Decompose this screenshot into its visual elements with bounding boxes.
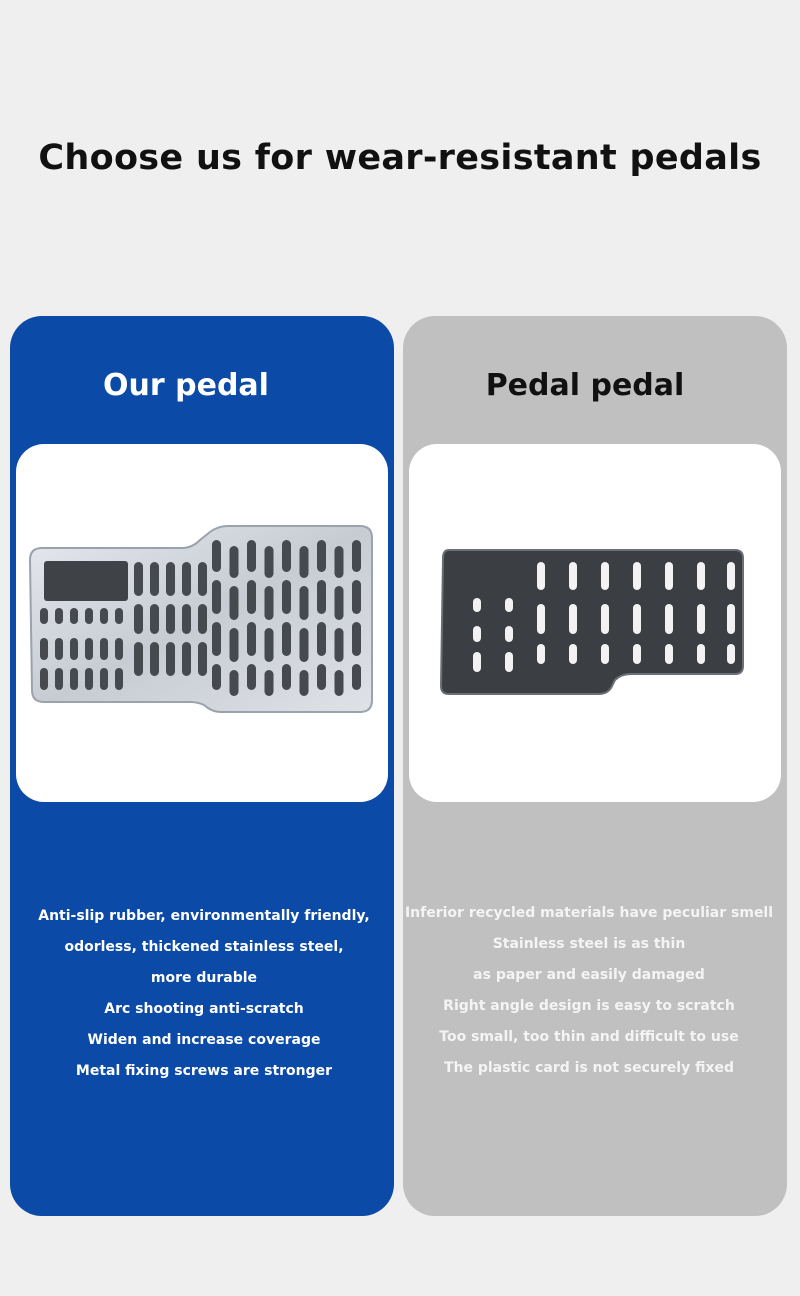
- pedal-slot: [665, 562, 673, 590]
- silver-pedal-image: [16, 444, 388, 802]
- pedal-slot: [100, 638, 108, 660]
- pedal-slot: [40, 608, 48, 624]
- pedal-slot: [40, 638, 48, 660]
- pedal-slot: [537, 644, 545, 664]
- pedal-slot: [300, 628, 309, 662]
- feature-item: more durable: [150, 970, 258, 986]
- pedal-slot: [166, 562, 175, 596]
- pedal-slot: [505, 598, 513, 612]
- pedal-slot: [317, 664, 326, 690]
- pedal-slot: [727, 644, 735, 664]
- pedal-slot: [265, 546, 274, 578]
- pedal-slot: [697, 604, 705, 634]
- our-pedal-photo: [16, 444, 388, 802]
- pedal-slot: [601, 644, 609, 664]
- feature-item: odorless, thickened stainless steel,: [64, 939, 344, 955]
- pedal-slot: [182, 642, 191, 676]
- pedal-slot: [505, 626, 513, 642]
- pedal-slot: [150, 562, 159, 596]
- pedal-slot: [335, 628, 344, 662]
- pedal-slot: [505, 652, 513, 672]
- pedal-slot: [230, 670, 239, 696]
- pedal-slot: [182, 562, 191, 596]
- pedal-slot: [198, 562, 207, 596]
- pedal-slot: [182, 604, 191, 634]
- pedal-slot: [352, 622, 361, 656]
- pedal-slot: [665, 604, 673, 634]
- pedal-slot: [300, 670, 309, 696]
- pedal-slot: [166, 604, 175, 634]
- pedal-slot: [212, 580, 221, 614]
- feature-item: Widen and increase coverage: [87, 1032, 321, 1048]
- pedal-slot: [70, 638, 78, 660]
- feature-item: Anti-slip rubber, environmentally friendly,: [38, 908, 370, 924]
- pedal-slot: [473, 626, 481, 642]
- pedal-slot: [335, 546, 344, 578]
- pedal-slot: [727, 604, 735, 634]
- pedal-slot: [352, 664, 361, 690]
- pedal-slot: [282, 664, 291, 690]
- pedal-slot: [633, 644, 641, 664]
- pedal-slot: [150, 604, 159, 634]
- pedal-slot: [85, 668, 93, 690]
- pedal-slot: [230, 628, 239, 662]
- pedal-slot: [473, 598, 481, 612]
- pedal-slot: [665, 644, 673, 664]
- pedal-slot: [115, 668, 123, 690]
- pedal-slot: [697, 644, 705, 664]
- feature-item: Stainless steel is as thin: [492, 936, 686, 952]
- pedal-slot: [134, 562, 143, 596]
- pedal-slot: [697, 562, 705, 590]
- pedal-slot: [317, 622, 326, 656]
- feature-item: Arc shooting anti-scratch: [104, 1001, 304, 1017]
- pedal-slot: [230, 546, 239, 578]
- pedal-slot: [70, 668, 78, 690]
- pedal-slot: [282, 540, 291, 572]
- pedal-slot: [40, 668, 48, 690]
- other-pedal-title: Pedal pedal: [485, 368, 685, 403]
- feature-item: The plastic card is not securely fixed: [443, 1060, 735, 1076]
- pedal-slot: [212, 540, 221, 572]
- pedal-slot: [282, 622, 291, 656]
- pedal-slot: [265, 586, 274, 620]
- pedal-slot: [537, 604, 545, 634]
- pedal-slot: [166, 642, 175, 676]
- pedal-slot: [55, 608, 63, 624]
- pedal-slot: [115, 638, 123, 660]
- pedal-slot: [601, 562, 609, 590]
- pedal-slot: [150, 642, 159, 676]
- our-pedal-title: Our pedal: [103, 368, 269, 403]
- pedal-slot: [265, 670, 274, 696]
- our-pedal-card: [10, 316, 394, 1216]
- pedal-slot: [317, 580, 326, 614]
- black-pedal-image: [409, 444, 781, 802]
- pedal-slot: [335, 586, 344, 620]
- other-pedal-feature-list: [403, 898, 781, 1084]
- pedal-slot: [537, 562, 545, 590]
- other-pedal-card: [403, 316, 787, 1216]
- pedal-slot: [569, 644, 577, 664]
- pedal-slot: [633, 562, 641, 590]
- feature-item: Right angle design is easy to scratch: [443, 998, 735, 1014]
- pedal-slot: [569, 562, 577, 590]
- pedal-slot: [100, 668, 108, 690]
- pedal-slot: [265, 628, 274, 662]
- pedal-slot: [230, 586, 239, 620]
- pedal-slot: [134, 604, 143, 634]
- other-pedal-photo: [409, 444, 781, 802]
- pedal-slot: [212, 664, 221, 690]
- pedal-slot: [198, 642, 207, 676]
- pedal-slot: [352, 540, 361, 572]
- pedal-slot: [300, 546, 309, 578]
- pedal-slot: [352, 580, 361, 614]
- pedal-slot: [198, 604, 207, 634]
- pedal-slot: [300, 586, 309, 620]
- pedal-slot: [55, 638, 63, 660]
- pedal-slot: [85, 638, 93, 660]
- pedal-slot: [317, 540, 326, 572]
- page-title: Choose us for wear-resistant pedals: [38, 138, 762, 178]
- feature-item: Too small, too thin and difficult to use: [439, 1029, 739, 1045]
- pedal-slot: [85, 608, 93, 624]
- feature-item: Inferior recycled materials have peculiar smell: [404, 905, 774, 921]
- pedal-slot: [134, 642, 143, 676]
- pedal-slot: [115, 608, 123, 624]
- pedal-slot: [473, 652, 481, 672]
- pedal-slot: [727, 562, 735, 590]
- pedal-slot: [212, 622, 221, 656]
- pedal-slot: [633, 604, 641, 634]
- pedal-slot: [247, 622, 256, 656]
- pedal-slot: [247, 664, 256, 690]
- feature-item: as paper and easily damaged: [473, 967, 705, 983]
- feature-item: Metal fixing screws are stronger: [75, 1063, 333, 1079]
- pedal-slot: [70, 608, 78, 624]
- pedal-slot: [569, 604, 577, 634]
- pedal-slot: [601, 604, 609, 634]
- pedal-slot: [282, 580, 291, 614]
- pedal-slot: [100, 608, 108, 624]
- pedal-slot: [247, 580, 256, 614]
- pedal-slot: [335, 670, 344, 696]
- pedal-slot: [247, 540, 256, 572]
- pedal-slot: [55, 668, 63, 690]
- our-pedal-feature-list: [12, 901, 394, 1087]
